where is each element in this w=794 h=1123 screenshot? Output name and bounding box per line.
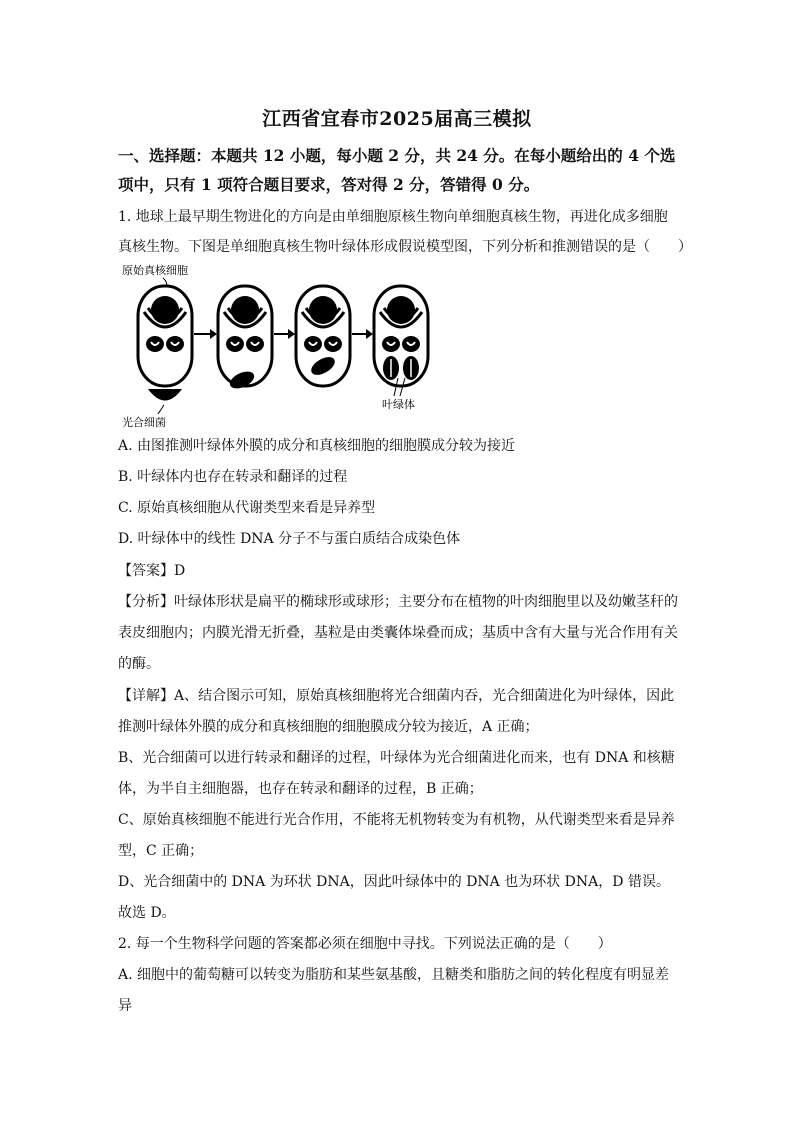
q1-detail-line-3: B、光合细菌可以进行转录和翻译的过程，叶绿体为光合细菌进化而来，也有 DNA 和核糖 [118,750,675,766]
q1-analysis-line-1: 【分析】叶绿体形状是扁平的椭球形或球形；主要分布在植物的叶肉细胞里以及幼嫩茎秆的 [118,594,678,610]
figure-label-bottom: 光合细菌 [122,416,166,429]
q1-detail-line-7: D、光合细菌中的 DNA 为环状 DNA，因此叶绿体中的 DNA 也为环状 DNA，D 错误。 [118,874,670,890]
q1-option-c: C. 原始真核细胞从代谢类型来看是异养型 [118,500,376,516]
q1-answer: 【答案】D [118,563,186,579]
figure-label-right: 叶绿体 [382,398,415,411]
q2-option-a-line-2: 异 [118,998,132,1014]
q1-option-d: D. 叶绿体中的线性 DNA 分子不与蛋白质结合成染色体 [118,531,461,547]
arrow-3 [352,329,373,339]
endosymbiosis-figure [118,262,448,432]
section-heading-line-2: 项中，只有 1 项符合题目要求，答对得 2 分，答错得 0 分。 [118,175,540,194]
q1-stem-line-2: 真核生物。下图是单细胞真核生物叶绿体形成假说模型图，下列分析和推测错误的是（ ） [118,239,692,255]
q1-stem-line-1: 1. 地球上最早期生物进化的方向是由单细胞原核生物向单细胞真核生物，再进化成多细胞 [118,209,668,225]
q1-option-b: B. 叶绿体内也存在转录和翻译的过程 [118,469,348,485]
q1-detail-line-5: C、原始真核细胞不能进行光合作用，不能将无机物转变为有机物，从代谢类型来看是异养 [118,812,675,828]
page-title: 江西省宜春市2025届高三模拟 [262,108,532,130]
section-heading-line-1: 一、选择题：本题共 12 小题，每小题 2 分，共 24 分。在每小题给出的 4 个选 [118,146,676,165]
q1-analysis-line-2: 表皮细胞内；内膜光滑无折叠，基粒是由类囊体垛叠而成；基质中含有大量与光合作用有关 [118,625,678,641]
q1-detail-line-8: 故选 D。 [118,905,176,921]
cell-stage-4 [374,286,428,396]
q2-option-a-line-1: A. 细胞中的葡萄糖可以转变为脂肪和某些氨基酸，且糖类和脂肪之间的转化程度有明显差 [118,967,670,983]
q1-detail-line-2: 推测叶绿体外膜的成分和真核细胞的细胞膜成分较为接近，A 正确； [118,719,539,735]
q1-detail-line-4: 体，为半自主细胞器，也存在转录和翻译的过程，B 正确； [118,781,483,797]
arrow-1 [194,329,217,339]
q1-detail-line-6: 型，C 正确； [118,843,204,859]
q1-detail-line-1: 【详解】A、结合图示可知，原始真核细胞将光合细菌内吞，光合细菌进化为叶绿体，因此 [118,688,675,704]
q1-option-a: A. 由图推测叶绿体外膜的成分和真核细胞的细胞膜成分较为接近 [118,438,516,454]
cell-stage-3 [296,286,350,386]
q2-stem: 2. 每一个生物科学问题的答案都必须在细胞中寻找。下列说法正确的是（ ） [118,936,612,952]
cell-stage-2 [218,286,272,392]
arrow-2 [274,329,295,339]
cell-stage-1 [138,286,192,414]
figure-label-top: 原始真核细胞 [122,264,188,277]
q1-analysis-line-3: 的酶。 [118,656,160,672]
